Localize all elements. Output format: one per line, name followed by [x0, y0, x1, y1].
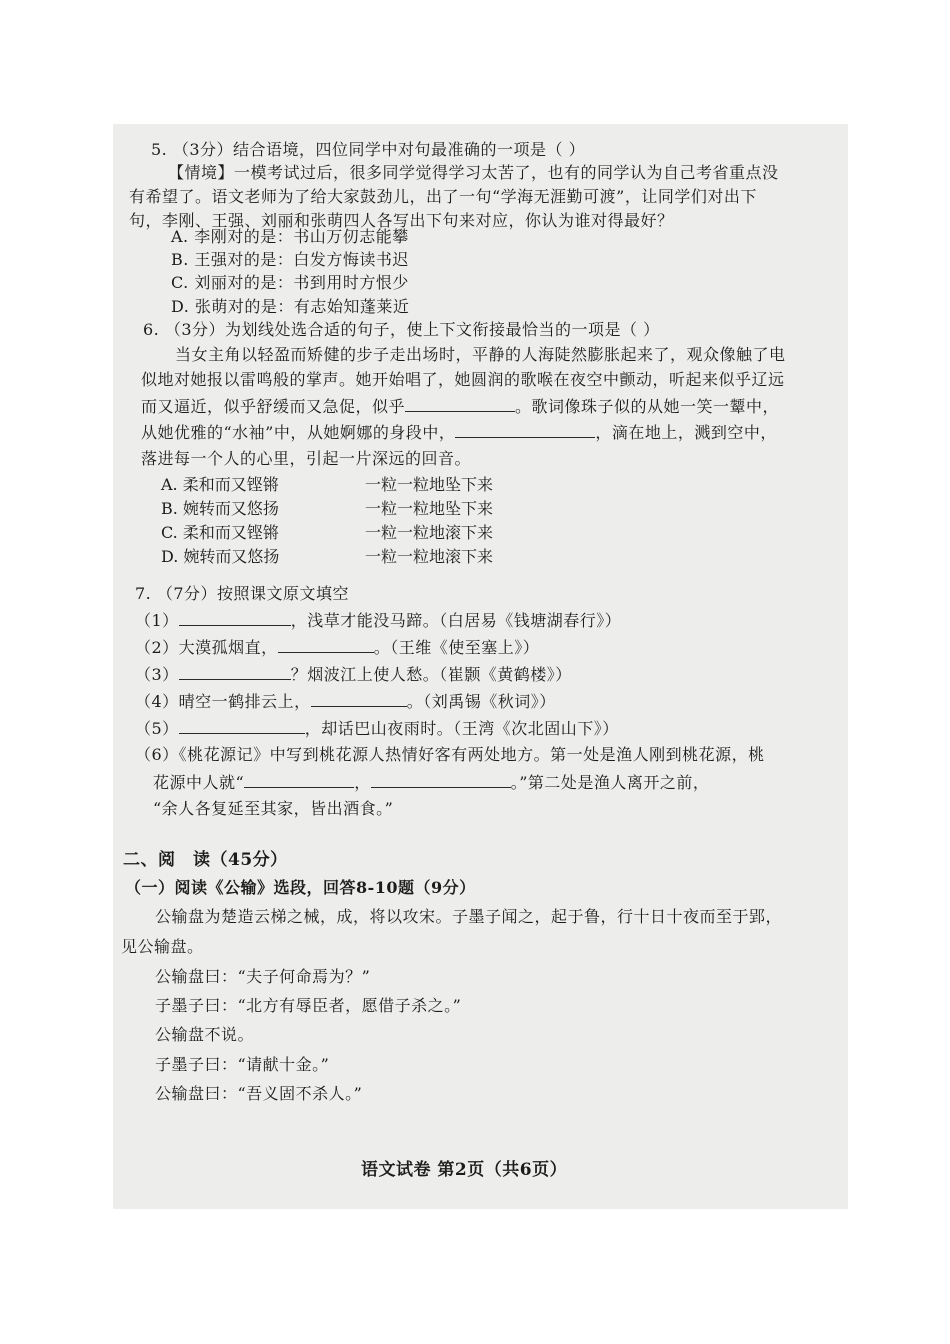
q7-item-6-line-2	[153, 771, 709, 794]
q7-item-5	[135, 717, 619, 740]
q7-blank-4[interactable]	[311, 690, 407, 707]
q7-item-1-text: ，浅草才能没马蹄。（白居易《钱塘湖春行》）	[290, 611, 622, 630]
q7-item-1-number: （1）	[135, 611, 179, 630]
dialogue-line-2: 子墨子曰：“北方有辱臣者，愿借子杀之。”	[155, 996, 462, 1015]
q6-option-b-first: B. 婉转而又悠扬	[161, 499, 279, 518]
passage-line-1: 公输盘为楚造云梯之械，成，将以攻宋。子墨子闻之，起于鲁，行十日十夜而至于郢，	[155, 907, 783, 926]
q7-item-6-line-2-start: 花源中人就“	[153, 773, 245, 792]
q7-stem: 7. （7分）按照课文原文填空	[135, 584, 350, 603]
q5-option-c: C. 刘丽对的是：书到用时方恨少	[171, 273, 409, 292]
q6-option-b-second: 一粒一粒地坠下来	[365, 499, 494, 518]
q7-item-1	[135, 609, 621, 632]
q7-item-5-number: （5）	[135, 719, 179, 738]
q6-passage-line-4-end: ，滴在地上，溅到空中，	[595, 423, 777, 442]
q6-passage-line-2: 似地对她报以雷鸣般的掌声。她开始唱了，她圆润的歌喉在夜空中颤动，听起来似乎辽远	[141, 370, 785, 389]
q6-option-c-first: C. 柔和而又铿锵	[161, 523, 279, 542]
q7-item-2	[135, 636, 539, 659]
q6-blank-1[interactable]	[405, 395, 515, 412]
q6-passage-line-4-start: 从她优雅的“水袖”中，从她婀娜的身段中，	[141, 423, 456, 442]
q6-option-d-second: 一粒一粒地滚下来	[365, 547, 494, 566]
q5-stem: 5. （3分）结合语境，四位同学中对句最准确的一项是（ ）	[151, 140, 586, 159]
q6-passage-line-3	[141, 395, 779, 418]
q7-blank-6a[interactable]	[244, 771, 354, 788]
q5-context-line-2: 有希望了。语文老师为了给大家鼓劲儿，出了一句“学海无涯勤可渡”，让同学们对出下	[129, 187, 757, 206]
q5-context-line-3: 句，李刚、王强、刘丽和张萌四人各写出下句来对应，你认为谁对得最好？	[129, 211, 674, 230]
q7-item-6-line-3: “余人各复延至其家，皆出酒食。”	[153, 799, 394, 818]
q7-item-3-number: （3）	[135, 665, 179, 684]
q6-option-a-second: 一粒一粒地坠下来	[365, 475, 494, 494]
q5-option-d: D. 张萌对的是：有志始知蓬莱近	[171, 297, 410, 316]
section-2-title: 二、阅 读（45分）	[123, 850, 288, 870]
page-footer: 语文试卷 第2页（共6页）	[361, 1160, 568, 1180]
q7-item-4	[135, 690, 556, 713]
q7-item-6-comma: ，	[354, 773, 371, 792]
q7-item-2-text: （2）大漠孤烟直，	[135, 638, 278, 657]
q6-stem: 6. （3分）为划线处选合适的句子，使上下文衔接最恰当的一项是（ ）	[143, 320, 660, 339]
q6-passage-line-1: 当女主角以轻盈而矫健的步子走出场时，平静的人海陡然膨胀起来了，观众像触了电	[175, 345, 786, 364]
q7-item-3	[135, 663, 572, 686]
q7-blank-5[interactable]	[179, 717, 305, 734]
q5-option-a: A. 李刚对的是：书山万仞志能攀	[171, 227, 409, 246]
q7-item-6-line-1: （6）《桃花源记》中写到桃花源人热情好客有两处地方。第一处是渔人刚到桃花源，桃	[135, 745, 765, 764]
q7-item-2-source: 。（王维《使至塞上》）	[373, 638, 540, 657]
q7-blank-2[interactable]	[278, 636, 374, 653]
section-2-subtitle: （一）阅读《公输》选段，回答8-10题（9分）	[125, 878, 476, 897]
q6-passage-line-4	[141, 421, 777, 444]
q7-blank-6b[interactable]	[371, 771, 511, 788]
q7-item-6-line-2-end: 。”第二处是渔人离开之前，	[510, 773, 710, 792]
q7-item-5-text: ，却话巴山夜雨时。（王湾《次北固山下》）	[304, 719, 619, 738]
exam-page	[113, 124, 848, 1209]
q6-passage-line-3-start: 而又逼近，似乎舒缓而又急促，似乎	[141, 397, 406, 416]
q6-option-c-second: 一粒一粒地滚下来	[365, 523, 494, 542]
dialogue-line-3: 公输盘不说。	[155, 1025, 255, 1044]
q5-context-line-1: 【情境】一模考试过后，很多同学觉得学习太苦了，也有的同学认为自己考省重点没	[168, 163, 779, 182]
passage-line-2: 见公输盘。	[121, 937, 204, 956]
q7-blank-3[interactable]	[179, 663, 291, 680]
q7-item-3-text: ？烟波江上使人愁。（崔颢《黄鹤楼》）	[290, 665, 572, 684]
q7-item-4-source: 。（刘禹锡《秋词》）	[406, 692, 556, 711]
q6-option-a-first: A. 柔和而又铿锵	[161, 475, 279, 494]
q7-item-4-text: （4）晴空一鹤排云上，	[135, 692, 311, 711]
q6-passage-line-3-end: 。歌词像珠子似的从她一笑一颦中，	[515, 397, 780, 416]
dialogue-line-1: 公输盘曰：“夫子何命焉为？”	[155, 967, 371, 986]
dialogue-line-5: 公输盘曰：“吾义固不杀人。”	[155, 1084, 363, 1103]
q6-blank-2[interactable]	[455, 421, 595, 438]
q6-passage-line-5: 落进每一个人的心里，引起一片深远的回音。	[141, 449, 472, 468]
q6-option-d-first: D. 婉转而又悠扬	[161, 547, 280, 566]
dialogue-line-4: 子墨子曰：“请献十金。”	[155, 1055, 330, 1074]
q5-option-b: B. 王强对的是：白发方悔读书迟	[171, 250, 409, 269]
q7-blank-1[interactable]	[179, 609, 291, 626]
